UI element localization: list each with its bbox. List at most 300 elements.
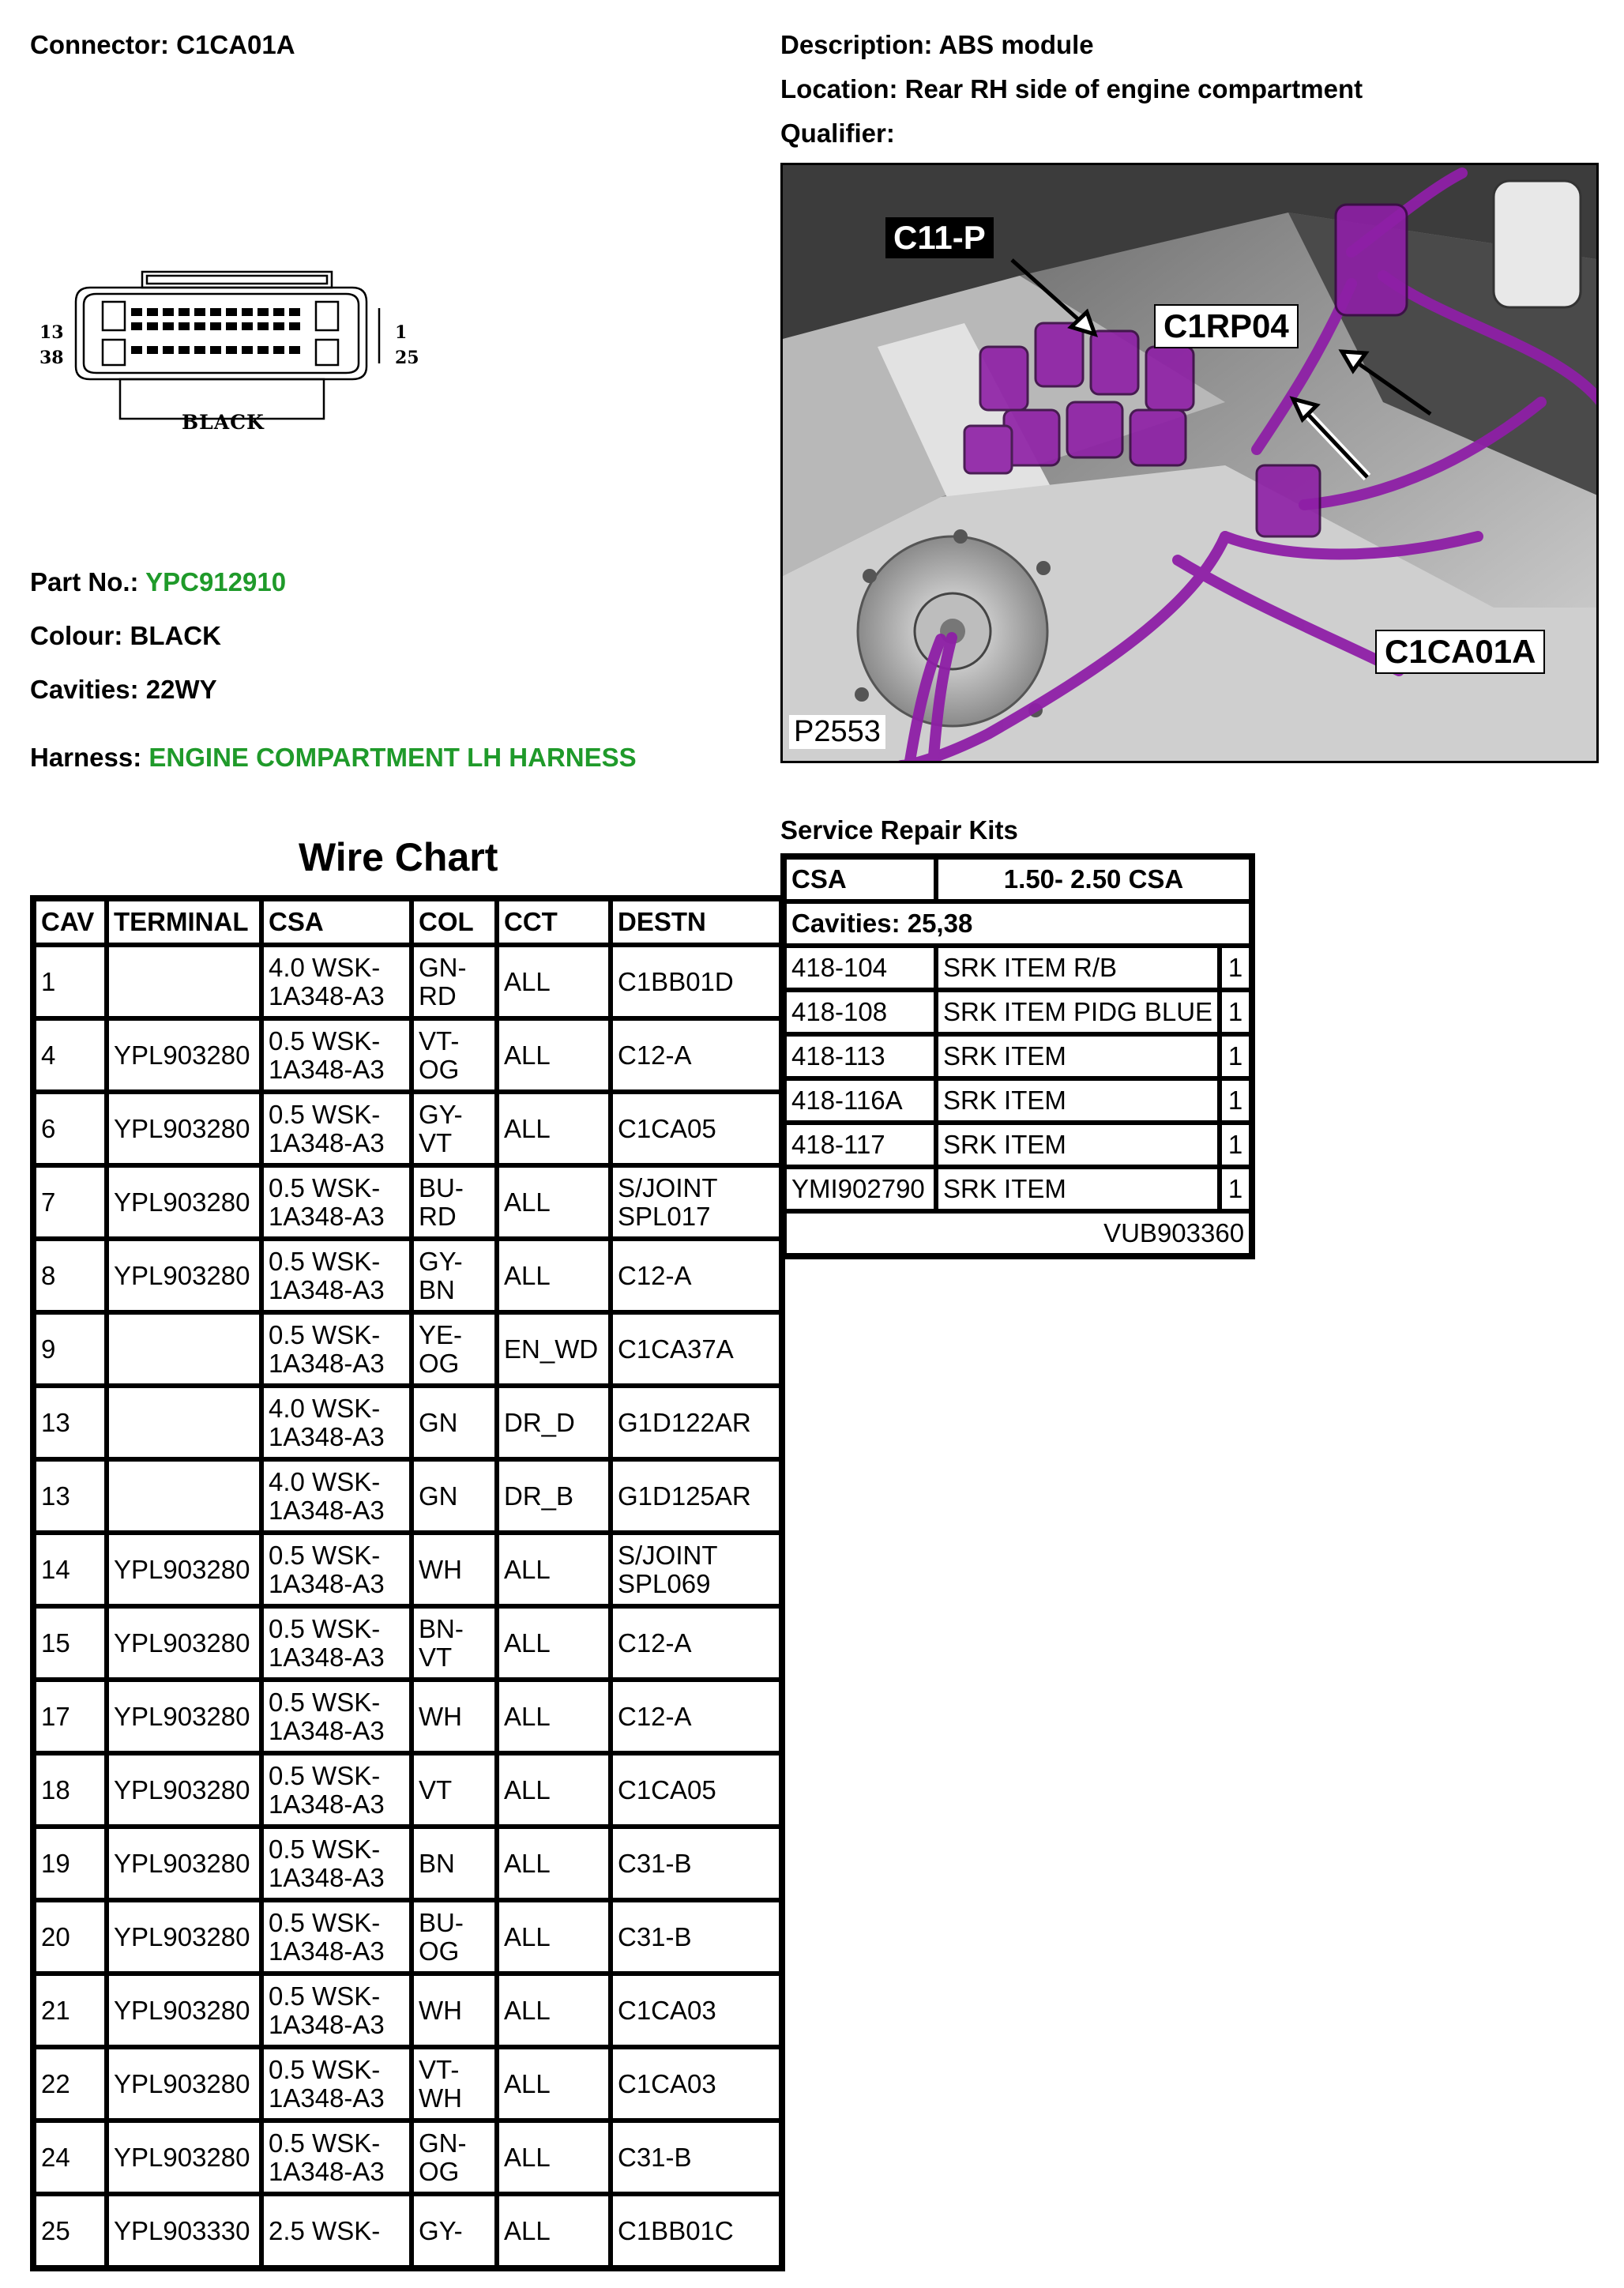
cav-cell [34,1092,107,1165]
col-cell [412,2194,497,2267]
csa-cell-line: 1A348-A3 [269,1348,385,1378]
destn-cell [611,1606,781,1680]
csa-cell-line: 1A348-A3 [269,1495,385,1525]
destn-cell-line: C1BB01C [618,2215,734,2245]
location-value: Rear RH side of engine compartment [904,74,1363,103]
cct-cell-line: ALL [504,1554,551,1584]
pin-number-13: 13 [39,322,64,343]
column-header-cct: CCT [497,899,611,945]
terminal-cell [107,1459,261,1533]
destn-cell [611,945,781,1018]
description-label: Description: [780,30,933,59]
cav-cell [34,1606,107,1680]
col-cell [412,1827,497,1900]
cct-cell [497,2121,611,2194]
destn-cell [611,2194,781,2267]
destn-cell-line: S/JOINT [618,1540,718,1570]
col-cell [412,2047,497,2121]
csa-cell [261,1165,412,1239]
col-cell [412,1092,497,1165]
cct-cell [497,1900,611,1974]
destn-cell-line: SPL017 [618,1201,711,1231]
description-value: ABS module [938,30,1094,59]
table-row [34,1974,781,2047]
col-cell-line: BN- [419,1613,464,1643]
destn-cell-line: S/JOINT [618,1172,718,1202]
col-cell-line: BU- [419,1172,464,1202]
kit-row [784,990,1251,1034]
kit-row [784,1123,1251,1167]
csa-cell [261,1900,412,1974]
table-row [34,1092,781,1165]
col-cell-line: BN [419,1274,455,1304]
table-row [34,1827,781,1900]
csa-cell-line: 0.5 WSK- [269,1834,381,1864]
col-cell-line: VT [419,1127,453,1157]
cct-cell-line: DR_B [504,1481,574,1511]
csa-cell-line: 1A348-A3 [269,2156,385,2186]
destn-cell-line: G1D122AR [618,1407,751,1437]
harness-label: Harness: [30,743,142,772]
cct-cell [497,1018,611,1092]
destn-cell-line: C12-A [618,1701,692,1731]
table-row [34,945,781,1018]
csa-cell-line: 1A348-A3 [269,2083,385,2113]
cct-cell [497,1606,611,1680]
terminal-cell-line: YPL903280 [114,1921,250,1951]
table-row [34,2121,781,2194]
col-cell-line: BN [419,1848,455,1878]
csa-cell [261,1386,412,1459]
kit-qty: 1 [1220,1123,1251,1167]
csa-cell-line: 0.5 WSK- [269,1981,381,2011]
col-cell [412,1753,497,1827]
col-cell-line: RD [419,980,457,1010]
destn-cell [611,1827,781,1900]
cct-cell [497,1386,611,1459]
pin-number-38: 38 [39,348,64,368]
table-row [34,1533,781,1606]
csa-cell-line: 0.5 WSK- [269,1687,381,1717]
wire-chart-table [30,895,785,2271]
destn-cell-line: C1CA05 [618,1774,716,1804]
cct-cell-line: ALL [504,2142,551,2172]
connector-color-label: BLACK [182,411,265,434]
cct-cell [497,1753,611,1827]
cav-cell-line: 17 [41,1701,70,1731]
destn-cell-line: C1CA03 [618,1995,716,2025]
wire-chart-title: Wire Chart [299,835,498,879]
col-cell [412,1974,497,2047]
cav-cell [34,1018,107,1092]
col-cell [412,1533,497,1606]
col-cell-line: VT- [419,2054,460,2084]
kits-footer-code: VUB903360 [784,1211,1251,1255]
csa-cell-line: 0.5 WSK- [269,1540,381,1570]
terminal-cell-line: YPL903280 [114,1187,250,1217]
csa-cell-line: 1A348-A3 [269,1274,385,1304]
kits-footer-row [784,1211,1251,1255]
kit-code: 418-117 [784,1123,936,1167]
csa-cell-line: 0.5 WSK- [269,1172,381,1202]
cct-cell-line: ALL [504,966,551,996]
table-row [34,1900,781,1974]
cct-cell-line: ALL [504,1628,551,1658]
kit-qty: 1 [1220,1078,1251,1123]
col-cell-line: WH [419,1995,462,2025]
terminal-cell [107,1092,261,1165]
csa-cell-line: 0.5 WSK- [269,1907,381,1937]
cav-cell [34,1312,107,1386]
cav-cell-line: 8 [41,1260,56,1290]
csa-cell [261,2121,412,2194]
connector-value: C1CA01A [176,30,295,59]
col-cell-line: WH [419,1554,462,1584]
csa-cell-line: 1A348-A3 [269,1715,385,1745]
col-cell-line: OG [419,1348,460,1378]
col-cell-line: GY- [419,1099,463,1129]
cavities-value: 22WY [145,675,217,704]
csa-cell-line: 1A348-A3 [269,1862,385,1892]
cav-cell-line: 7 [41,1187,56,1217]
column-header-cav: CAV [34,899,107,945]
col-cell [412,1239,497,1312]
kit-desc: SRK ITEM PIDG BLUE [936,990,1220,1034]
table-row [34,1459,781,1533]
csa-cell-line: 0.5 WSK- [269,1099,381,1129]
part-number-line [30,567,286,597]
cav-cell [34,1900,107,1974]
destn-cell-line: C1BB01D [618,966,734,996]
cav-cell [34,1753,107,1827]
connector-label: Connector: [30,30,169,59]
cct-cell [497,2194,611,2267]
kit-code: 418-116A [784,1078,936,1123]
destn-cell [611,1239,781,1312]
column-header-col: COL [412,899,497,945]
col-cell-line: OG [419,1054,460,1084]
csa-cell [261,1974,412,2047]
csa-cell [261,1606,412,1680]
cct-cell-line: EN_WD [504,1334,599,1364]
terminal-cell [107,1533,261,1606]
csa-cell [261,1753,412,1827]
harness-line [30,743,637,773]
col-cell [412,1312,497,1386]
location-photo [780,163,1599,763]
kit-desc: SRK ITEM R/B [936,946,1220,990]
colour-line [30,621,221,651]
terminal-cell-line: YPL903280 [114,1113,250,1143]
destn-cell [611,1092,781,1165]
cav-cell [34,1239,107,1312]
csa-cell [261,1533,412,1606]
cavities-label: Cavities: [30,675,139,704]
cav-cell [34,1459,107,1533]
cct-cell-line: DR_D [504,1407,575,1437]
csa-cell [261,1680,412,1753]
cav-cell [34,2194,107,2267]
terminal-cell-line: YPL903280 [114,1995,250,2025]
part-number-value[interactable]: YPC912910 [145,567,287,596]
csa-cell-line: 0.5 WSK- [269,1319,381,1349]
cav-cell-line: 6 [41,1113,56,1143]
cct-cell [497,945,611,1018]
destn-cell [611,1386,781,1459]
kits-csa-value: 1.50- 2.50 CSA [936,857,1251,901]
csa-cell-line: 0.5 WSK- [269,1246,381,1276]
kit-desc: SRK ITEM [936,1123,1220,1167]
cct-cell-line: ALL [504,1995,551,2025]
col-cell [412,1680,497,1753]
pin-number-1: 1 [395,322,408,343]
cav-cell-line: 19 [41,1848,70,1878]
cct-cell-line: ALL [504,1848,551,1878]
table-row [34,2194,781,2267]
wire-chart-header-row [34,899,781,945]
qualifier-label: Qualifier: [780,119,895,148]
col-cell-line: GN- [419,952,467,982]
cct-cell [497,1092,611,1165]
table-row [34,2047,781,2121]
table-row [34,1753,781,1827]
terminal-cell-line: YPL903330 [114,2215,250,2245]
csa-cell [261,1459,412,1533]
col-cell-line: GY- [419,1246,463,1276]
kits-cavities-row [784,901,1251,946]
table-row [34,1312,781,1386]
cav-cell-line: 1 [41,966,56,996]
cav-cell [34,1165,107,1239]
terminal-cell [107,2121,261,2194]
kit-code: YMI902790 [784,1167,936,1211]
col-cell [412,1606,497,1680]
col-cell-line: VT [419,1642,453,1672]
col-cell-line: VT [419,1774,453,1804]
harness-value[interactable]: ENGINE COMPARTMENT LH HARNESS [148,743,637,772]
cav-cell-line: 4 [41,1040,56,1070]
cct-cell-line: ALL [504,2215,551,2245]
pin-number-25: 25 [395,348,419,368]
cct-cell [497,1459,611,1533]
wire-chart-body [34,945,781,2267]
cavities-line [30,675,217,705]
terminal-cell-line: YPL903280 [114,1628,250,1658]
kit-row [784,1167,1251,1211]
kit-qty: 1 [1220,1034,1251,1078]
destn-cell [611,2121,781,2194]
cav-cell-line: 21 [41,1995,70,2025]
terminal-cell [107,1606,261,1680]
table-row [34,1386,781,1459]
cct-cell-line: ALL [504,1921,551,1951]
csa-cell-line: 0.5 WSK- [269,2054,381,2084]
destn-cell-line: C1CA37A [618,1334,734,1364]
cav-cell [34,1386,107,1459]
cav-cell [34,1974,107,2047]
destn-cell-line: SPL069 [618,1568,711,1598]
col-cell-line: GY- [419,2215,463,2245]
kits-items-body [784,946,1251,1211]
column-header-destn: DESTN [611,899,781,945]
csa-cell-line: 1A348-A3 [269,1201,385,1231]
terminal-cell [107,1018,261,1092]
callout-c11-p: C11-P [885,217,994,258]
csa-cell [261,2194,412,2267]
colour-value: BLACK [130,621,221,650]
cav-cell-line: 9 [41,1334,56,1364]
col-cell-line: GN- [419,2128,467,2158]
cct-cell [497,1165,611,1239]
cct-cell [497,1974,611,2047]
cav-cell-line: 18 [41,1774,70,1804]
service-kits-table [780,853,1255,1259]
cav-cell-line: 24 [41,2142,70,2172]
table-row [34,1606,781,1680]
callout-c1rp04: C1RP04 [1154,304,1299,348]
terminal-cell [107,1239,261,1312]
cav-cell [34,2121,107,2194]
csa-cell-line: 4.0 WSK- [269,1393,381,1423]
destn-cell-line: C31-B [618,1921,692,1951]
csa-cell [261,1312,412,1386]
csa-cell [261,1018,412,1092]
kit-qty: 1 [1220,946,1251,990]
kit-row [784,1034,1251,1078]
cav-cell-line: 25 [41,2215,70,2245]
cav-cell-line: 14 [41,1554,70,1584]
connector-heading [30,30,295,60]
table-row [34,1018,781,1092]
kit-code: 418-113 [784,1034,936,1078]
kits-csa-label: CSA [784,857,936,901]
cav-cell-line: 15 [41,1628,70,1658]
cav-cell-line: 22 [41,2068,70,2098]
col-cell-line: GN [419,1407,458,1437]
destn-cell [611,1533,781,1606]
destn-cell-line: C12-A [618,1260,692,1290]
destn-cell [611,1974,781,2047]
terminal-cell-line: YPL903280 [114,1554,250,1584]
destn-cell [611,1680,781,1753]
cav-cell [34,945,107,1018]
terminal-cell-line: YPL903280 [114,1701,250,1731]
destn-cell [611,1459,781,1533]
terminal-cell-line: YPL903280 [114,2142,250,2172]
cav-cell [34,1533,107,1606]
destn-cell-line: C31-B [618,1848,692,1878]
destn-cell-line: C12-A [618,1040,692,1070]
col-cell [412,2121,497,2194]
csa-cell-line: 1A348-A3 [269,2009,385,2039]
csa-cell [261,2047,412,2121]
cct-cell-line: ALL [504,1113,551,1143]
kit-qty: 1 [1220,990,1251,1034]
terminal-cell [107,1974,261,2047]
table-row [34,1165,781,1239]
kit-desc: SRK ITEM [936,1034,1220,1078]
destn-cell [611,1018,781,1092]
csa-cell-line: 4.0 WSK- [269,1466,381,1496]
terminal-cell [107,1386,261,1459]
col-cell-line: YE- [419,1319,463,1349]
csa-cell-line: 1A348-A3 [269,1936,385,1966]
destn-cell [611,1900,781,1974]
description-line [780,30,1094,60]
cct-cell [497,2047,611,2121]
cct-cell-line: ALL [504,2068,551,2098]
col-cell-line: OG [419,1936,460,1966]
callout-p2553: P2553 [789,715,885,749]
kit-code: 418-104 [784,946,936,990]
kit-row [784,946,1251,990]
terminal-cell [107,1900,261,1974]
csa-cell-line: 2.5 WSK- [269,2215,381,2245]
cav-cell-line: 13 [41,1407,70,1437]
destn-cell [611,2047,781,2121]
csa-cell-line: 1A348-A3 [269,1054,385,1084]
col-cell-line: OG [419,2156,460,2186]
column-header-csa: CSA [261,899,412,945]
terminal-cell-line: YPL903280 [114,1260,250,1290]
cct-cell-line: ALL [504,1040,551,1070]
col-cell [412,1459,497,1533]
destn-cell-line: G1D125AR [618,1481,751,1511]
cct-cell-line: ALL [504,1260,551,1290]
table-row [34,1239,781,1312]
csa-cell-line: 1A348-A3 [269,1789,385,1819]
column-header-terminal: TERMINAL [107,899,261,945]
col-cell [412,1018,497,1092]
cct-cell [497,1533,611,1606]
csa-cell-line: 0.5 WSK- [269,2128,381,2158]
qualifier-line [780,119,895,149]
terminal-cell-line: YPL903280 [114,1774,250,1804]
kits-cavities-text: Cavities: 25,38 [784,901,1251,946]
table-row [34,1680,781,1753]
cct-cell-line: ALL [504,1774,551,1804]
kit-qty: 1 [1220,1167,1251,1211]
terminal-cell [107,2194,261,2267]
cav-cell [34,2047,107,2121]
service-kits-title: Service Repair Kits [780,815,1018,845]
terminal-cell-line: YPL903280 [114,2068,250,2098]
csa-cell-line: 1A348-A3 [269,1127,385,1157]
terminal-cell [107,1753,261,1827]
csa-cell-line: 0.5 WSK- [269,1760,381,1790]
cct-cell-line: ALL [504,1701,551,1731]
destn-cell [611,1312,781,1386]
cav-cell-line: 20 [41,1921,70,1951]
col-cell-line: RD [419,1201,457,1231]
destn-cell-line: C1CA05 [618,1113,716,1143]
cav-cell [34,1680,107,1753]
csa-cell-line: 1A348-A3 [269,1642,385,1672]
destn-cell-line: C12-A [618,1628,692,1658]
terminal-cell-line: YPL903280 [114,1040,250,1070]
kit-code: 418-108 [784,990,936,1034]
kits-csa-row [784,857,1251,901]
csa-cell [261,1092,412,1165]
cav-cell-line: 13 [41,1481,70,1511]
col-cell-line: GN [419,1481,458,1511]
destn-cell-line: C31-B [618,2142,692,2172]
cct-cell [497,1239,611,1312]
csa-cell [261,1239,412,1312]
col-cell-line: VT- [419,1025,460,1056]
col-cell [412,1386,497,1459]
csa-cell-line: 1A348-A3 [269,980,385,1010]
